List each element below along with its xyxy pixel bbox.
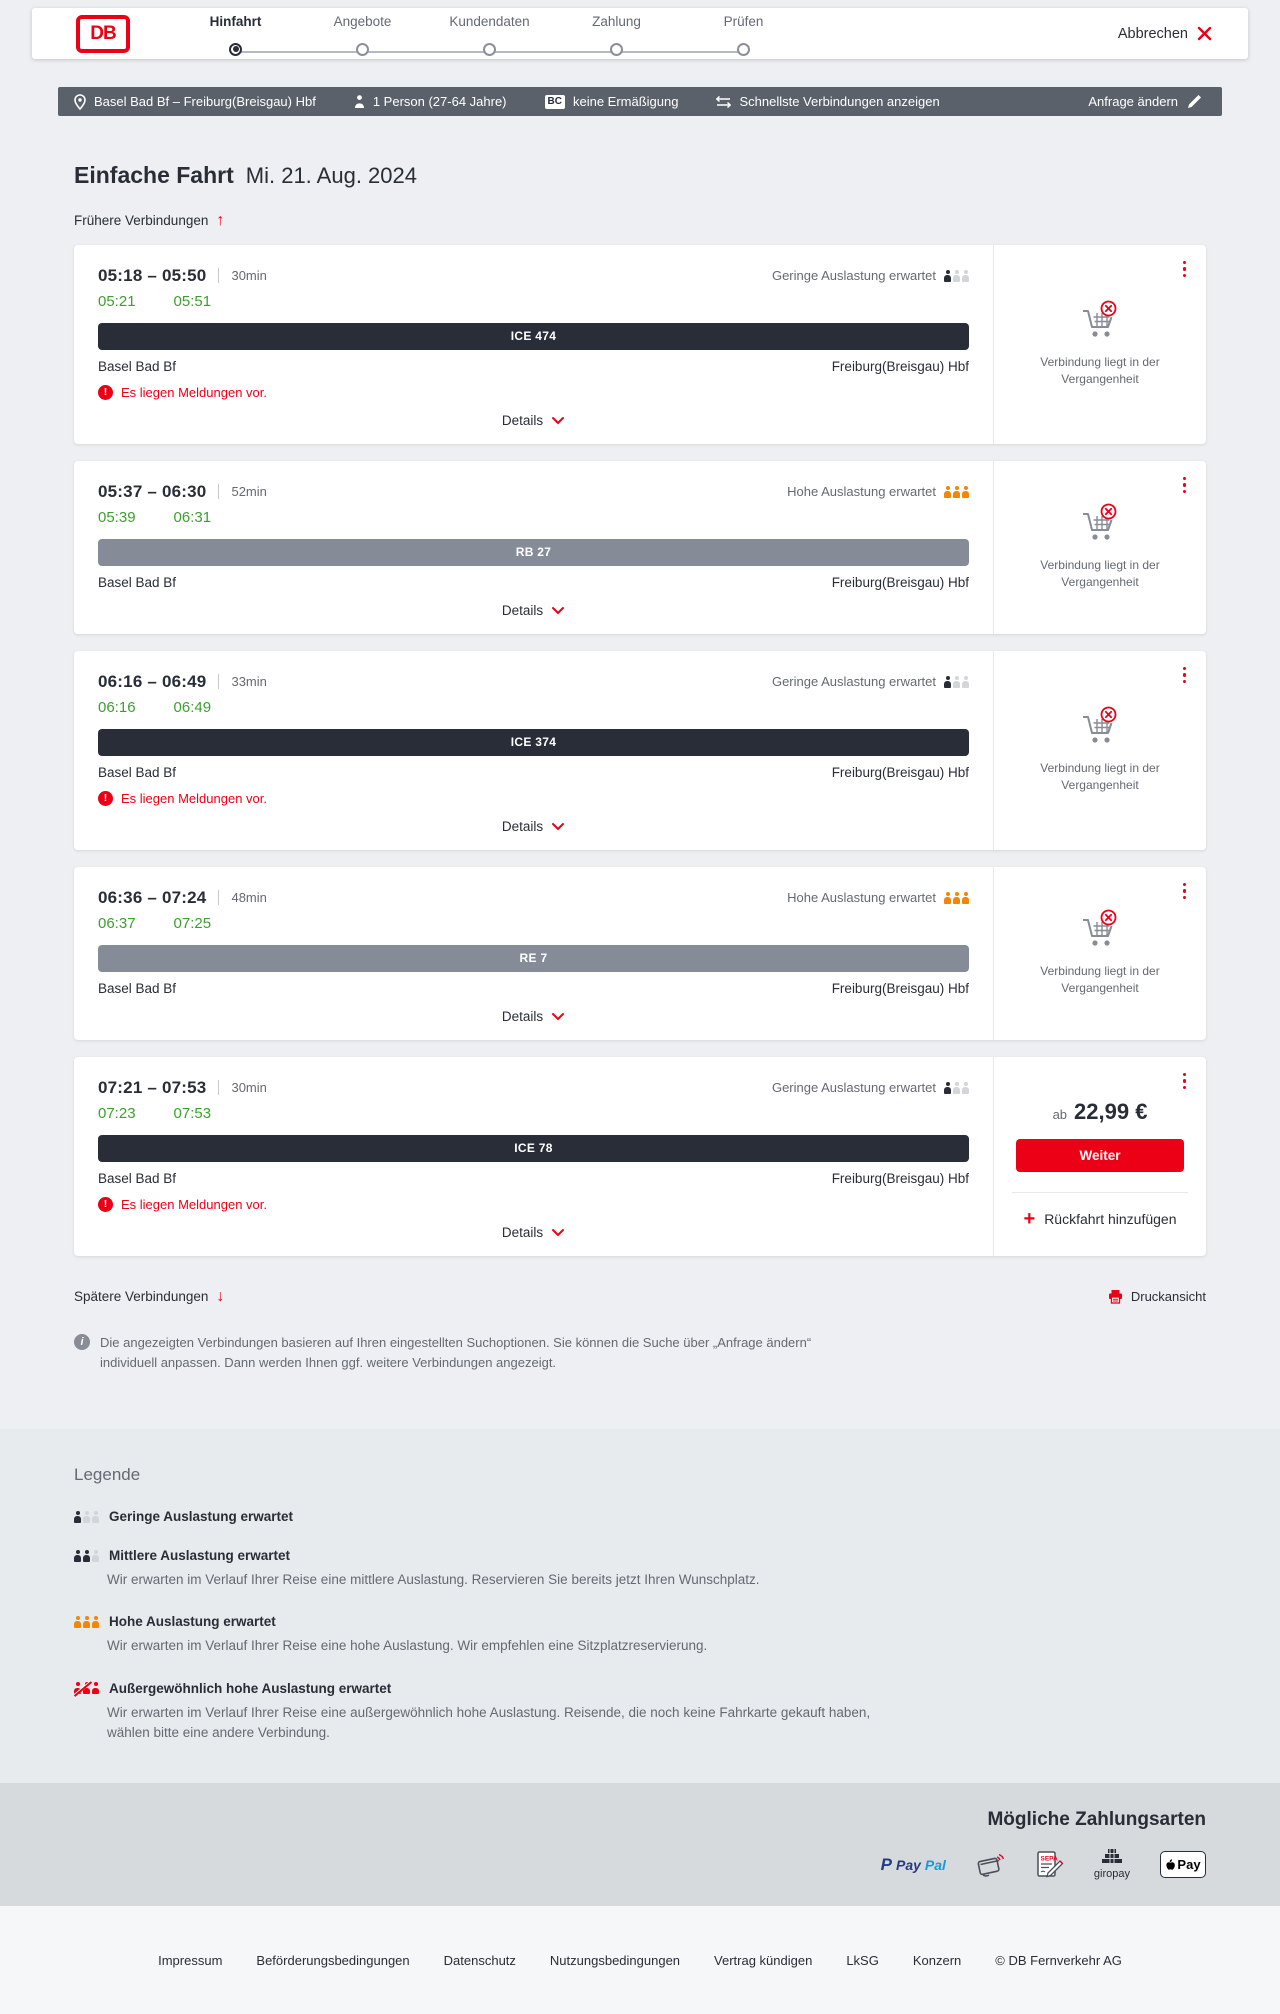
origin-station: Basel Bad Bf [98,574,177,590]
step-dot [610,43,623,56]
payment-methods-title: Mögliche Zahlungsarten [987,1809,1206,1830]
connection-aside [994,867,1206,1040]
past-connection-note: Verbindung liegt in der Vergangenheit [1040,354,1160,387]
duration: 30min [231,268,267,284]
realtime-departure: 05:39 [98,508,136,526]
time-range: 05:37 – 06:30 [98,481,207,501]
progress-stepper [172,14,807,56]
occupancy-low-icon [944,270,969,282]
destination-station: Freiburg(Breisgau) Hbf [831,1170,969,1186]
credit-card-icon [976,1852,1006,1878]
passenger-summary: 1 Person (27-64 Jahre) [354,94,507,109]
cancel-button[interactable]: Abbrechen [1118,26,1212,42]
separator [218,268,219,283]
footer-copyright: © DB Fernverkehr AG [995,1952,1122,1968]
footer-link-lksg[interactable]: LkSG [846,1952,879,1968]
connection-card [74,1057,1206,1256]
alert-icon: ! [98,385,113,400]
destination-station: Freiburg(Breisgau) Hbf [831,358,969,374]
chevron-down-icon [551,606,565,615]
separator [218,1080,219,1095]
occupancy-medium-icon [74,1550,99,1562]
later-connections-button[interactable]: Spätere Verbindungen ↓ [74,1287,225,1305]
chevron-down-icon [551,416,565,425]
more-options-button[interactable] [1179,257,1191,282]
connection-card [74,651,1206,850]
time-range: 06:16 – 06:49 [98,671,207,691]
separator [218,674,219,689]
destination-station: Freiburg(Breisgau) Hbf [831,764,969,780]
realtime-departure: 06:16 [98,698,136,716]
message-warning: ! Es liegen Meldungen vor. [98,791,969,806]
connection-aside [994,461,1206,634]
step-hinfahrt: Hinfahrt [172,14,299,56]
connection-aside [994,245,1206,444]
details-toggle[interactable]: Details [98,413,969,431]
search-info-note: i Die angezeigten Verbindungen basieren auf Ihren eingestellten Suchoptionen. Sie können die Suche über „Anfrage ändern“ individuell anpassen. Dann werden Ihnen ggf. weitere Verbindungen angezeigt. [74,1333,864,1429]
plus-icon: + [1023,1207,1036,1230]
message-warning: ! Es liegen Meldungen vor. [98,385,969,400]
occupancy-low-icon [944,676,969,688]
duration: 33min [231,674,267,690]
printer-icon [1108,1289,1123,1304]
realtime-departure: 07:23 [98,1104,136,1122]
cart-unavailable-icon [1077,503,1123,545]
cart-unavailable-icon [1077,300,1123,342]
duration: 52min [231,484,267,500]
occupancy-low-icon [74,1511,99,1523]
svg-text:SEPA: SEPA [1040,1855,1058,1862]
chevron-down-icon [551,822,565,831]
duration: 48min [231,890,267,906]
swap-arrows-icon [716,96,731,108]
more-options-button[interactable] [1179,879,1191,904]
legend-item-medium: Mittlere Auslastung erwartet [74,1548,1206,1563]
connection-main [74,651,994,850]
realtime-arrival: 06:49 [173,698,212,716]
cart-unavailable-icon [1077,909,1123,951]
realtime-departure: 06:37 [98,914,136,932]
occupancy-exceptional-icon [74,1682,99,1694]
origin-station: Basel Bad Bf [98,358,177,374]
train-bar: RB 27 [98,539,969,566]
occupancy-high-icon [944,486,969,498]
past-connection-note: Verbindung liegt in der Vergangenheit [1040,963,1160,996]
footer-link-datenschutz[interactable]: Datenschutz [443,1952,516,1968]
legend-section [0,1429,1280,1783]
alert-icon: ! [98,791,113,806]
divider [1012,1192,1188,1193]
footer-link-konzern[interactable]: Konzern [912,1952,962,1968]
footer-link-befoerderungsbedingungen[interactable]: Beförderungsbedingungen [256,1952,410,1968]
step-zahlung: Zahlung [553,14,680,56]
discount-summary: BC keine Ermäßigung [545,94,679,109]
separator [218,484,219,499]
connection-card [74,867,1206,1040]
details-toggle[interactable]: Details [98,819,969,837]
occupancy-low-icon [944,1082,969,1094]
change-request-button[interactable]: Anfrage ändern [1088,94,1202,109]
footer-link-vertrag-kuendigen[interactable]: Vertrag kündigen [714,1952,813,1968]
payment-methods-section [0,1783,1280,1906]
origin-station: Basel Bad Bf [98,1170,177,1186]
legend-title: Legende [74,1465,141,1484]
time-range: 07:21 – 07:53 [98,1077,207,1097]
chevron-down-icon [551,1228,565,1237]
time-range: 06:36 – 07:24 [98,887,207,907]
legend-description: Wir erwarten im Verlauf Ihrer Reise eine mittlere Auslastung. Reservieren Sie bereits jetzt Ihren Wunschplatz. [107,1572,760,1587]
add-return-button[interactable]: + Rückfahrt hinzufügen [1023,1207,1177,1230]
offer-aside [994,1057,1206,1256]
footer-links [0,1906,1280,2014]
past-connection-note: Verbindung liegt in der Vergangenheit [1040,760,1160,793]
step-dot-active [229,43,242,56]
footer-link-nutzungsbedingungen[interactable]: Nutzungsbedingungen [549,1952,681,1968]
realtime-arrival: 07:25 [173,914,212,932]
chevron-down-icon [551,1012,565,1021]
earlier-connections-button[interactable]: Frühere Verbindungen ↑ [74,211,225,229]
connection-main [74,867,994,1040]
separator [218,890,219,905]
destination-station: Freiburg(Breisgau) Hbf [831,980,969,996]
legend-item-low: Geringe Auslastung erwartet [74,1509,1206,1524]
cart-unavailable-icon [1077,706,1123,748]
booking-header [32,8,1248,59]
person-icon [354,95,365,108]
occupancy-label: Geringe Auslastung erwartet [771,268,936,284]
arrow-down-icon: ↓ [216,1287,225,1305]
more-options-button[interactable] [1179,1069,1191,1094]
payment-icons-row [74,1849,1206,1880]
db-logo[interactable]: DB [76,15,130,53]
step-dot [483,43,496,56]
results-section [0,116,1280,1429]
connections-list [74,245,1206,1256]
occupancy-label: Geringe Auslastung erwartet [771,674,936,690]
more-options-button[interactable] [1179,663,1191,688]
page-title [74,162,1206,189]
info-icon: i [74,1334,90,1350]
step-dot [737,43,750,56]
alert-icon: ! [98,1197,113,1212]
sort-summary: Schnellste Verbindungen anzeigen [716,94,939,109]
page-lower [0,1429,1280,2014]
arrow-up-icon: ↑ [216,211,225,229]
connection-main [74,245,994,444]
details-toggle[interactable]: Details [98,603,969,621]
destination-station: Freiburg(Breisgau) Hbf [831,574,969,590]
legend-item-exceptional: Außergewöhnlich hohe Auslastung erwartet [74,1681,1206,1696]
continue-button[interactable]: Weiter [1016,1139,1184,1172]
past-connection-note: Verbindung liegt in der Vergangenheit [1040,557,1160,590]
connection-aside [994,651,1206,850]
duration: 30min [231,1080,267,1096]
occupancy-high-icon [944,892,969,904]
close-icon [1197,26,1212,41]
location-pin-icon [74,94,86,110]
origin-station: Basel Bad Bf [98,980,177,996]
giropay-icon: giropay [1094,1849,1130,1880]
connection-card [74,245,1206,444]
legend-description: Wir erwarten im Verlauf Ihrer Reise eine außergewöhnlich hohe Auslastung. Reisende, die noch keine Fahrkarte gekauft haben, wählen bitte eine andere Verbindung. [107,1704,871,1740]
occupancy-high-icon [74,1616,99,1628]
footer-link-impressum[interactable]: Impressum [158,1952,223,1968]
step-pruefen: Prüfen [680,14,807,56]
occupancy-label: Hohe Auslastung erwartet [787,484,936,500]
step-kundendaten: Kundendaten [426,14,553,56]
price-from-label: ab [1052,1106,1068,1122]
train-bar: ICE 474 [98,323,969,350]
occupancy-label: Hohe Auslastung erwartet [787,890,936,906]
bahncard-icon: BC [545,95,565,109]
connection-card [74,461,1206,634]
trip-type: Einfache Fahrt [74,161,234,188]
sepa-direct-debit-icon [1036,1850,1064,1880]
legend-description: Wir erwarten im Verlauf Ihrer Reise eine hohe Auslastung. Wir empfehlen eine Sitzplatzreservierung. [107,1638,708,1654]
more-options-button[interactable] [1179,473,1191,498]
apple-pay-icon: Pay [1160,1851,1206,1878]
train-bar: RE 7 [98,945,969,972]
connection-main [74,461,994,634]
realtime-arrival: 06:31 [173,508,212,526]
travel-date: Mi. 21. Aug. 2024 [245,162,417,188]
train-bar: ICE 78 [98,1135,969,1162]
realtime-arrival: 05:51 [173,292,212,310]
search-summary-bar [58,87,1222,115]
details-toggle[interactable]: Details [98,1009,969,1027]
pencil-icon [1187,94,1202,109]
price [1053,1099,1148,1125]
origin-station: Basel Bad Bf [98,764,177,780]
legend-item-high: Hohe Auslastung erwartet [74,1614,1206,1629]
price-value: 22,99 € [1074,1098,1148,1124]
connection-main [74,1057,994,1256]
details-toggle[interactable]: Details [98,1225,969,1243]
realtime-departure: 05:21 [98,292,136,310]
step-angebote: Angebote [299,14,426,56]
train-bar: ICE 374 [98,729,969,756]
paypal-icon: P Pay Pal [880,1854,946,1874]
route-summary: Basel Bad Bf – Freiburg(Breisgau) Hbf [74,94,316,110]
occupancy-label: Geringe Auslastung erwartet [771,1080,936,1096]
message-warning: ! Es liegen Meldungen vor. [98,1197,969,1212]
realtime-arrival: 07:53 [173,1104,212,1122]
step-dot [356,43,369,56]
time-range: 05:18 – 05:50 [98,265,207,285]
print-view-button[interactable]: Druckansicht [1108,1289,1206,1304]
